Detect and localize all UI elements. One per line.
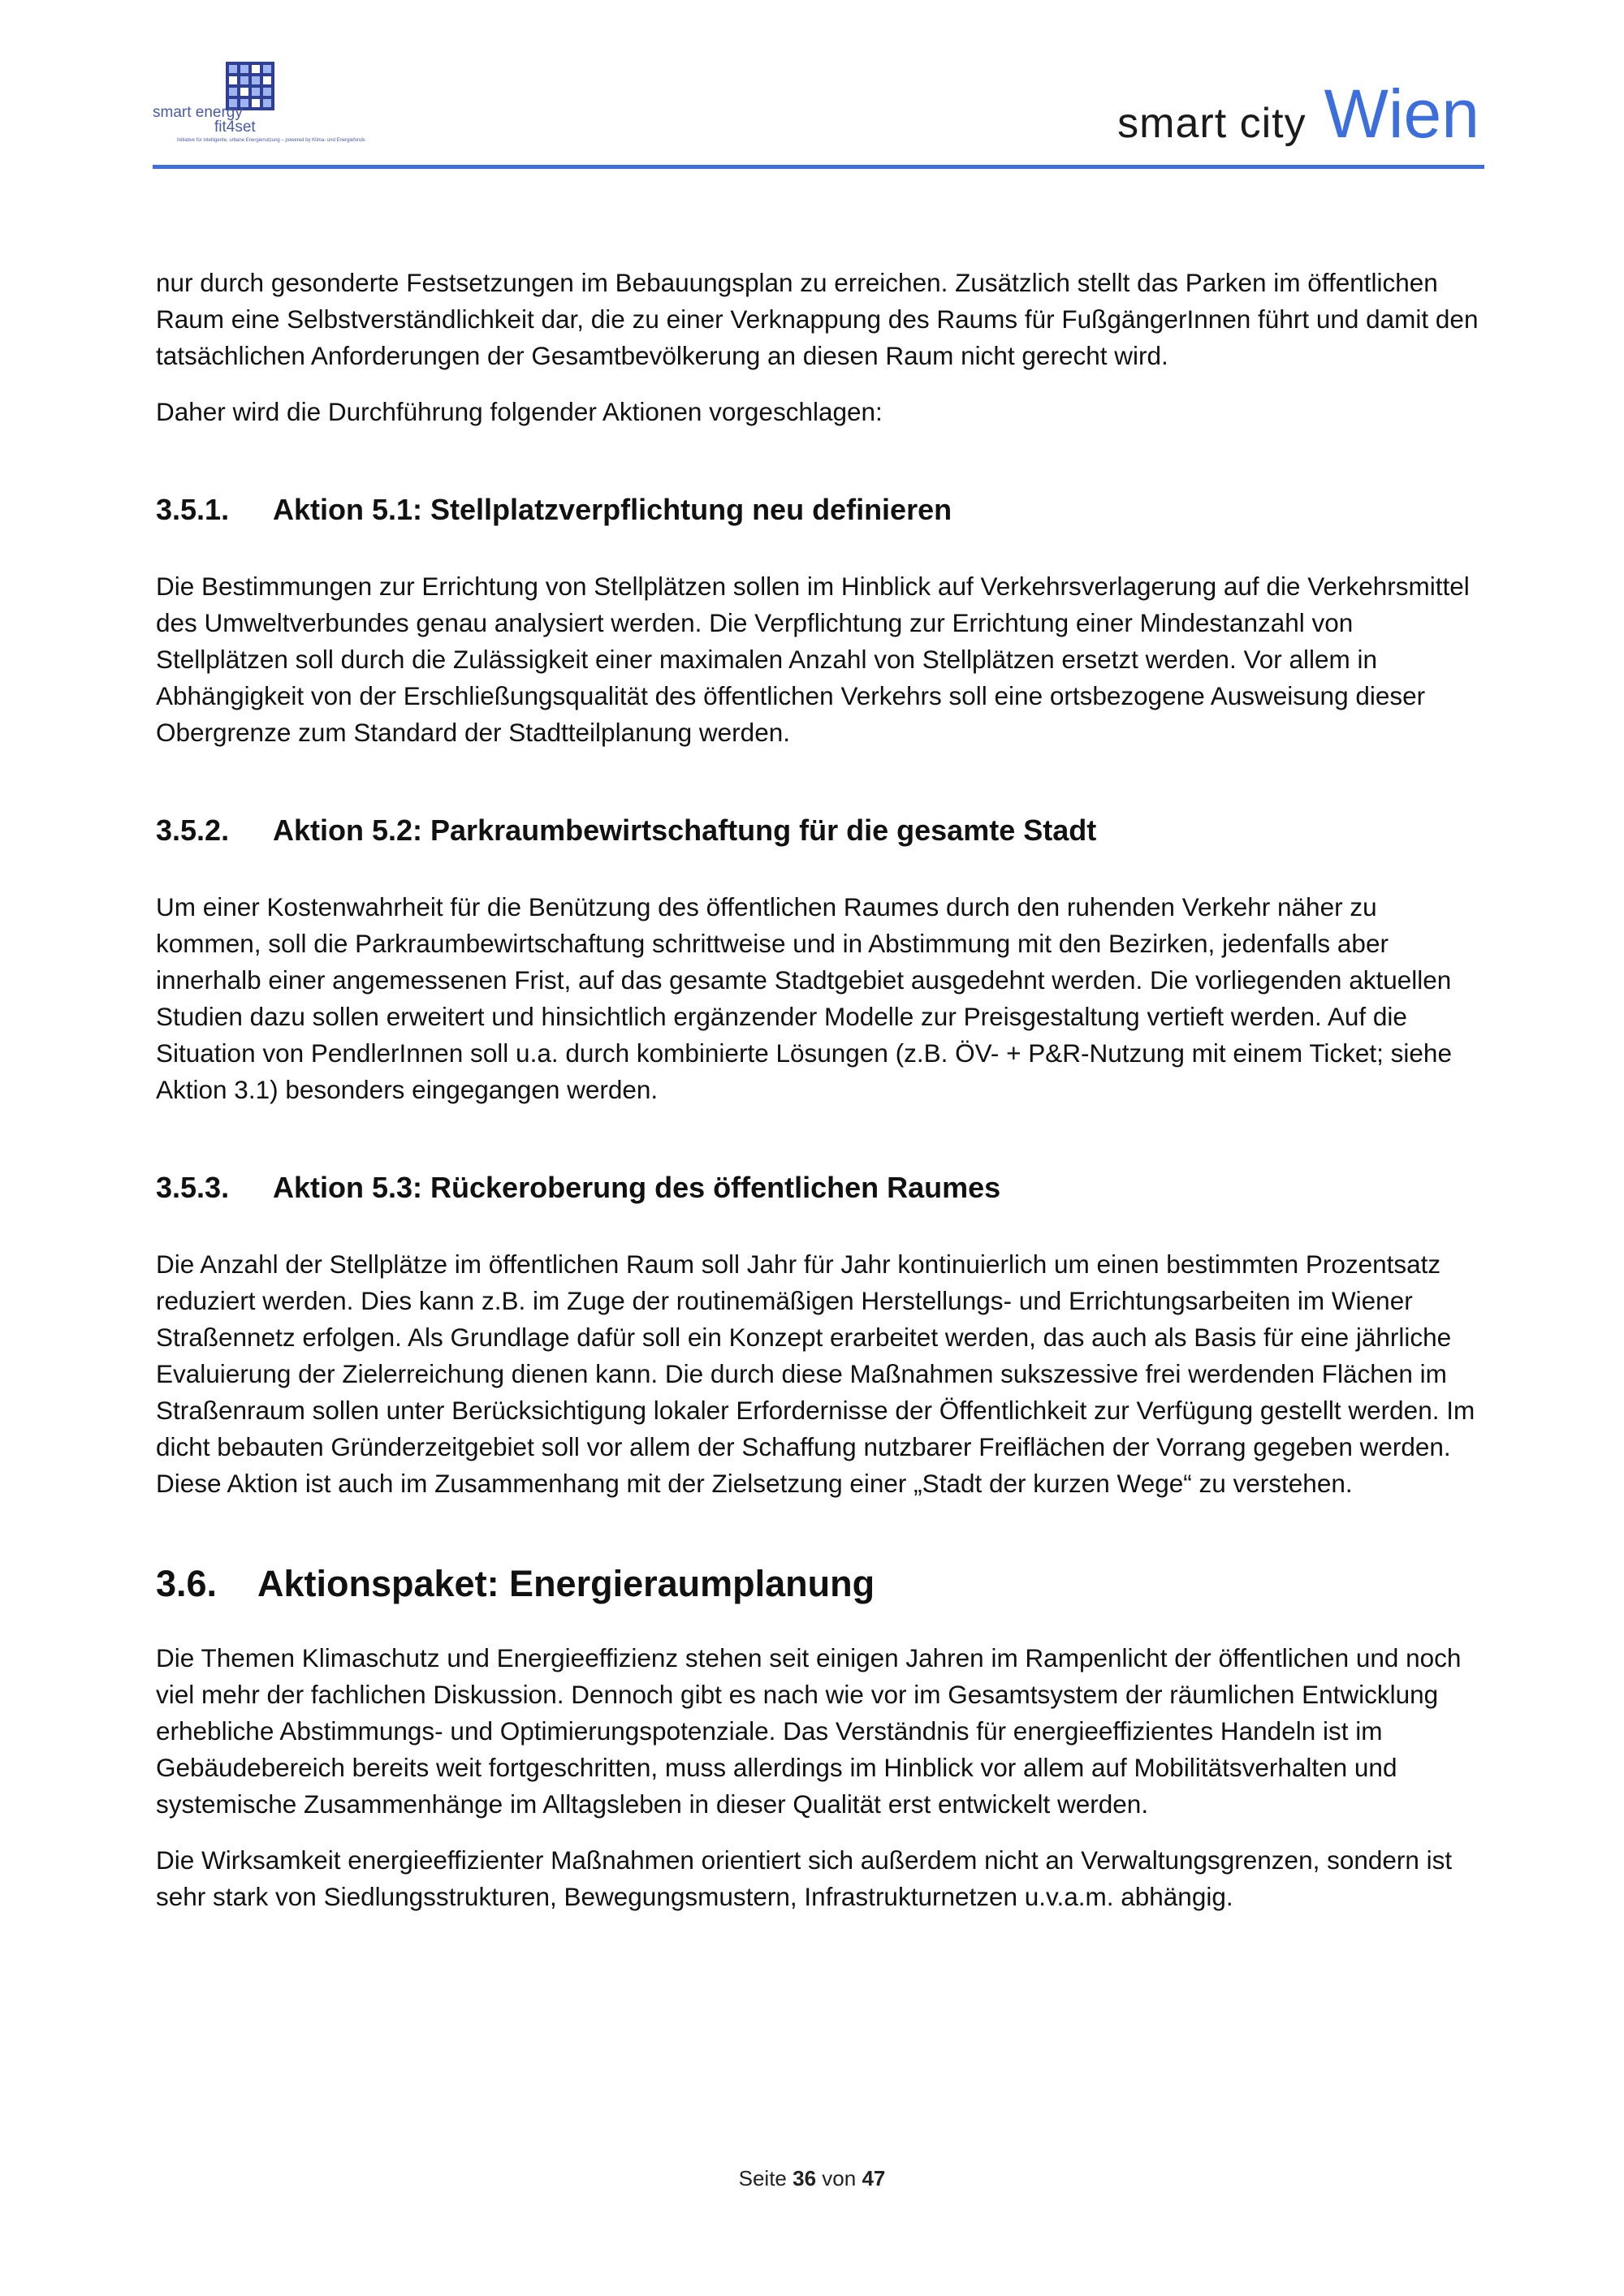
heading-3-5-2 [156, 813, 1488, 848]
smart-energy-logo [153, 62, 365, 151]
footer-total-pages: 47 [862, 2166, 886, 2190]
heading-3-6 [156, 1562, 1488, 1606]
heading-3-5-3 [156, 1170, 1488, 1206]
footer-prefix: Seite [738, 2166, 787, 2190]
section-3-5-3-text: Die Anzahl der Stellplätze im öffentlichen Raum soll Jahr für Jahr kontinuierlich um einen bestimmten Prozentsatz reduziert werden. Dies kann z.B. im Zuge der routinemäßigen Herstellungs- und Errichtungsarbeiten im Wiener Straßennetz erfolgen. Als Grundlage dafür soll ein Konzept erarbeitet werden, das auch als Basis für eine jährliche Evaluierung der Zielerreichung dienen kann. Die durch diese Maßnahmen sukszessive frei werdenden Flächen im Straßenraum sollen unter Berücksichtigung lokaler Erfordernisse der Öffentlichkeit zur Verfügung gestellt werden. Im dicht bebauten Gründerzeitgebiet soll vor allem der Schaffung nutzbarer Freiflächen der Vorrang gegeben werden. Diese Aktion ist auch im Zusammenhang mit der Zielsetzung einer „Stadt der kurzen Wege“ zu verstehen. [156, 1249, 1475, 1498]
lead-paragraph: Daher wird die Durchführung folgender Aktionen vorgeschlagen: [156, 397, 883, 426]
intro-paragraph: nur durch gesonderte Festsetzungen im Bebauungsplan zu erreichen. Zusätzlich stellt das Parken im öffentlichen Raum eine Selbstverständlichkeit dar, die zu einer Verknappung des Raums für FußgängerInnen führt und damit den tatsächlichen Anforderungen der Gesamtbevölkerung an diesen Raum nicht gerecht wird. [156, 268, 1479, 370]
heading-3-5-1 [156, 492, 1488, 528]
footer-mid: von [822, 2166, 857, 2190]
section-3-6-text-2: Die Wirksamkeit energieeffizienter Maßnahmen orientiert sich außerdem nicht an Verwaltungsgrenzen, sondern ist sehr stark von Siedlungsstrukturen, Bewegungsmustern, Infrastrukturnetzen u.v.a.m. abhängig. [156, 1845, 1453, 1911]
heading-title: Aktion 5.1: Stellplatzverpflichtung neu definieren [273, 493, 952, 526]
heading-title: Aktion 5.2: Parkraumbewirtschaftung für die gesamte Stadt [273, 814, 1097, 847]
smart-city-wien-brand [1117, 75, 1479, 153]
section-3-6-text-1: Die Themen Klimaschutz und Energieeffizienz stehen seit einigen Jahren im Rampenlicht der öffentlichen und noch viel mehr der fachlichen Diskussion. Dennoch gibt es nach wie vor im Gesamtsystem der räumlichen Entwicklung erhebliche Abstimmungs- und Optimierungspotenziale. Das Verständnis für energieeffizientes Handeln ist im Gebäudebereich bereits weit fortgeschritten, muss allerdings im Hinblick vor allem auf Mobilitätsverhalten und systemische Zusammenhänge im Alltagsleben in dieser Qualität erst entwickelt werden. [156, 1643, 1462, 1819]
brand-big: Wien [1324, 76, 1479, 152]
page-content [156, 265, 1488, 1935]
heading-number: 3.5.2. [156, 814, 230, 847]
logo-grid-icon [226, 62, 274, 110]
heading-title: Aktionspaket: Energieraumplanung [257, 1563, 875, 1604]
page-footer [0, 2166, 1624, 2191]
logo-line2: fit4set [214, 119, 256, 136]
footer-page-number: 36 [793, 2166, 817, 2190]
heading-number: 3.5.3. [156, 1171, 230, 1204]
brand-small: smart city [1117, 100, 1307, 147]
section-3-5-2-text: Um einer Kostenwahrheit für die Benützung des öffentlichen Raumes durch den ruhenden Verkehr näher zu kommen, soll die Parkraumbewirtschaftung schrittweise und in Abstimmung mit den Bezirken, jedenfalls aber innerhalb einer angemessenen Frist, auf das gesamte Stadtgebiet ausgedehnt werden. Die vorliegenden aktuellen Studien dazu sollen erweitert und hinsichtlich ergänzender Modelle zur Preisgestaltung vertieft werden. Auf die Situation von PendlerInnen soll u.a. durch kombinierte Lösungen (z.B. ÖV- + P&R-Nutzung mit einem Ticket; siehe Aktion 3.1) besonders eingegangen werden. [156, 892, 1452, 1104]
header-rule [153, 165, 1484, 169]
logo-tagline: Initiative für intelligente, urbane Energienutzung – powered by Klima- und Energiefonds [177, 138, 365, 143]
logo-line1: smart energy [153, 104, 243, 121]
section-3-5-1-text: Die Bestimmungen zur Errichtung von Stellplätzen sollen im Hinblick auf Verkehrsverlagerung auf die Verkehrsmittel des Umweltverbundes genau analysiert werden. Die Verpflichtung zur Errichtung einer Mindestanzahl von Stellplätzen soll durch die Zulässigkeit einer maximalen Anzahl von Stellplätzen ersetzt werden. Vor allem in Abhängigkeit von der Erschließungsqualität des öffentlichen Verkehrs soll eine ortsbezogene Ausweisung dieser Obergrenze zum Standard der Stadtteilplanung werden. [156, 572, 1470, 747]
heading-number: 3.5.1. [156, 493, 230, 526]
heading-title: Aktion 5.3: Rückeroberung des öffentlichen Raumes [273, 1171, 1001, 1204]
heading-number: 3.6. [156, 1563, 218, 1604]
